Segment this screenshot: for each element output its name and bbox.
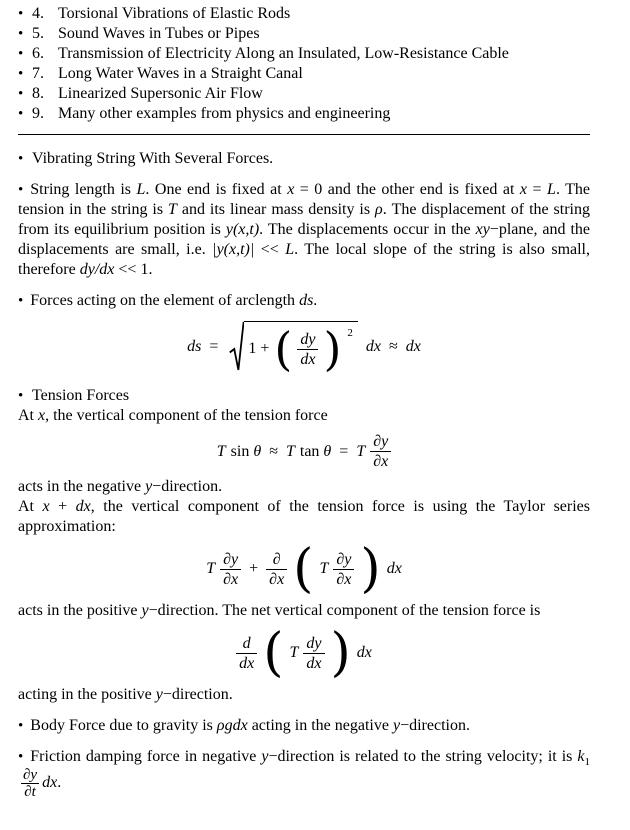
bullet-icon: • [18,182,24,198]
bullet-icon: • [18,293,24,309]
math-operator: + [249,560,259,577]
friction-bullet [18,747,590,800]
math-variable: T [289,644,299,661]
big-paren-right: ) [330,623,351,683]
fraction-denominator: dx [236,653,257,673]
acts-positive-paragraph [18,601,590,621]
bullet-icon: • [18,6,24,22]
bullet-icon: • [18,151,24,167]
section-heading-text: Vibrating String With Several Forces. [32,150,274,167]
math-function: tan [299,442,320,460]
item-label: Sound Waves in Tubes or Pipes [58,25,260,42]
math-fraction [333,550,354,589]
math-variable: T [285,442,295,460]
item-label: Long Water Waves in a Straight Canal [58,65,303,82]
math-variable: dx [356,644,372,661]
big-paren-right: ) [360,539,381,599]
math-fraction [236,634,257,673]
list-item [18,104,590,124]
acting-positive-line [18,685,590,705]
acting-positive-text: acting in the positive y−direction. [18,686,233,703]
math-fraction [370,432,391,471]
bullet-icon: • [18,106,24,122]
math-operator: ≈ [389,337,398,355]
list-item [18,84,590,104]
item-label: Transmission of Electricity Along an Insulated, Low-Resistance Cable [58,45,509,62]
bullet-icon: • [18,718,24,734]
tension-heading [18,386,590,406]
math-function: sin [230,442,250,460]
fraction-numerator: d [242,634,251,652]
math-operator: = [339,442,349,460]
intro-text: String length is L. One end is fixed at x = 0 and the other end is fixed at x = L. The tension in the string is T and its linear mass density is ρ. The displacement of the string from its equilibrium position is y(x,t). The displacements occur in the xy−plane, and the displacements are small, i.e. |y(x,t)| << L. The local slope of the string is also small, therefore dy/dx << 1. [18,181,591,278]
numbered-topic-list [18,4,590,124]
bullet-icon: • [18,86,24,102]
math-variable: dx [386,560,402,577]
fraction-numerator: dy [306,634,322,652]
formula-tension-at-x-dx [18,539,590,599]
body-force-text: Body Force due to gravity is ρgdx acting in the negative y−direction. [30,717,470,734]
acts-negative-text: acts in the negative y−direction. [18,478,223,495]
math-variable: T [206,560,216,577]
radical-sign [229,321,244,372]
body-force-bullet [18,716,590,736]
fraction-numerator: ∂y [223,550,239,568]
forces-bullet [18,291,590,311]
section-heading [18,149,590,169]
math-term: 1 + [248,340,270,357]
math-fraction [266,550,287,589]
at-x-dx-text: At x + dx, the vertical component of the tension force is using the Taylor series approximation: [18,498,591,535]
fraction-denominator: ∂x [266,569,287,589]
fraction-numerator: ∂y [336,550,352,568]
math-variable: T [356,442,366,460]
big-paren-left: ( [274,322,293,376]
math-operator: ≈ [269,442,278,460]
tension-heading-text: Tension Forces [32,387,130,404]
item-number: 7. [32,65,44,82]
big-paren-left: ( [263,623,284,683]
exponent: 2 [347,327,353,339]
math-fraction [220,550,241,589]
fraction-numerator: dy [300,330,316,348]
fraction-denominator: ∂x [333,569,354,589]
list-item [18,64,590,84]
fraction-denominator: ∂x [370,451,391,471]
friction-text: Friction damping force in negative y−direction is related to the string velocity; it is $k_1$ $\frac{\partial y}{\partial t}$ dx. [23,748,590,800]
at-x-line [18,406,590,426]
item-number: 5. [32,25,44,42]
item-label: Linearized Supersonic Air Flow [58,85,263,102]
at-x-text: At x, the vertical component of the tension force [18,407,328,424]
fraction-denominator: ∂x [220,569,241,589]
bullet-icon: • [18,66,24,82]
forces-text: Forces acting on the element of arclength ds. [30,292,318,309]
fraction-denominator: dx [303,653,324,673]
math-operator: = [209,337,219,355]
item-number: 8. [32,85,44,102]
bullet-icon: • [18,46,24,62]
radicand [244,321,358,376]
formula-tension-at-x [18,432,590,471]
bullet-icon: • [18,388,24,404]
math-variable: dx [365,337,382,355]
list-item [18,44,590,64]
fraction-numerator: ∂y [373,433,389,450]
math-variable: dx [405,337,421,355]
item-number: 4. [32,5,44,22]
math-variable: T [216,442,226,460]
intro-paragraph [18,180,590,280]
fraction-denominator: dx [297,349,318,369]
fraction-numerator: ∂ [272,550,281,568]
item-label: Many other examples from physics and engineering [58,105,391,122]
acts-positive-text: acts in the positive y−direction. The net vertical component of the tension force is [18,602,541,619]
math-variable: T [319,560,329,577]
item-number: 6. [32,45,44,62]
math-variable: ds [187,337,202,355]
formula-arclength [18,321,590,376]
big-paren-right: ) [323,322,342,376]
item-label: Torsional Vibrations of Elastic Rods [58,5,291,22]
divider-rule [18,134,590,135]
item-number: 9. [32,105,44,122]
acts-negative-line [18,477,590,497]
at-x-dx-paragraph [18,497,590,537]
math-variable: θ [253,442,262,460]
big-paren-left: ( [293,539,314,599]
bullet-icon: • [18,749,24,765]
math-variable: θ [323,442,332,460]
list-item [18,24,590,44]
square-root [229,321,358,376]
math-fraction [303,634,324,673]
list-item [18,4,590,24]
formula-net-tension [18,623,590,683]
bullet-icon: • [18,26,24,42]
math-fraction [297,330,318,369]
